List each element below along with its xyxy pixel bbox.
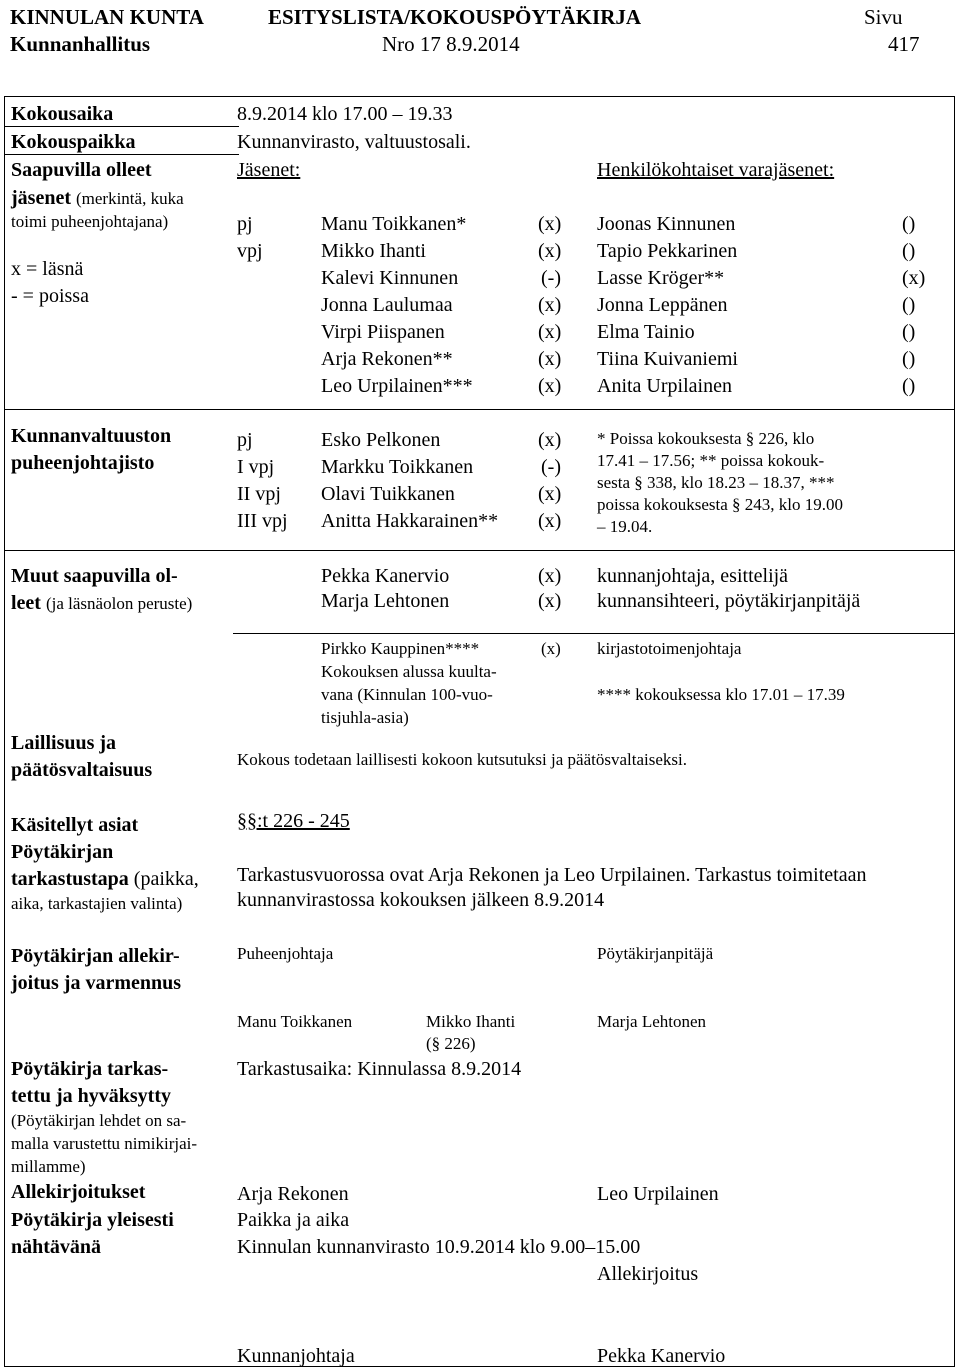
presidency-attendance-mark: (x) xyxy=(538,510,562,532)
deputy-attendance-mark: () xyxy=(902,240,916,262)
extra-attendee-role: kirjastotoimenjohtaja xyxy=(597,639,742,658)
deputy-attendance-mark: (x) xyxy=(902,267,926,289)
absence-note: sesta § 338, klo 18.23 – 18.37, *** xyxy=(597,473,835,492)
signatory-name: Arja Rekonen xyxy=(237,1183,349,1205)
other-attendance-mark: (x) xyxy=(538,590,562,612)
presidency-name: Markku Toikkanen xyxy=(321,456,474,478)
deputy-attendance-mark: () xyxy=(902,294,916,316)
absence-note: 17.41 – 17.56; ** poissa kokouk- xyxy=(597,451,825,470)
checked-label-line3: (Pöytäkirjan lehdet on sa- xyxy=(11,1111,187,1130)
inspection-label-line2: tarkastustapa (paikka, xyxy=(11,868,199,890)
attendance-label-line3: toimi puheenjohtajana) xyxy=(11,212,169,231)
meeting-time-label: Kokousaika xyxy=(11,103,114,125)
municipality-name: KINNULAN KUNTA xyxy=(10,5,204,29)
public-display-label-line2: nähtävänä xyxy=(11,1236,102,1258)
presidency-attendance-mark: (x) xyxy=(538,483,562,505)
checked-label-line4: malla varustettu nimikirjai- xyxy=(11,1134,198,1153)
deputy-attendance-mark: () xyxy=(902,375,916,397)
checked-label-line2: tettu ja hyväksytty xyxy=(11,1085,171,1107)
inspection-time: Tarkastusaika: Kinnulassa 8.9.2014 xyxy=(237,1058,522,1080)
presidency-name: Anitta Hakkarainen** xyxy=(321,510,499,532)
checked-label: Pöytäkirja tarkas- xyxy=(11,1058,169,1080)
secretary-name: Marja Lehtonen xyxy=(597,1012,707,1031)
public-place-value: Kinnulan kunnanvirasto 10.9.2014 klo 9.00–15.00 xyxy=(237,1236,641,1258)
vice-chair-name: Mikko Ihanti xyxy=(426,1012,516,1031)
member-name: Manu Toikkanen* xyxy=(321,213,467,235)
deputy-name: Elma Tainio xyxy=(597,321,695,343)
inspection-label: Pöytäkirjan xyxy=(11,841,114,863)
meeting-place-value: Kunnanvirasto, valtuustosali. xyxy=(237,131,471,153)
other-attendee-role: kunnanjohtaja, esittelijä xyxy=(597,565,789,587)
member-role: pj xyxy=(237,213,253,235)
member-attendance-mark: (-) xyxy=(541,267,561,289)
deputy-attendance-mark: () xyxy=(902,321,916,343)
protocol-frame xyxy=(4,96,955,1367)
governing-body: Kunnanhallitus xyxy=(10,32,151,56)
divider-line xyxy=(233,633,955,634)
deputy-name: Tapio Pekkarinen xyxy=(597,240,738,262)
deputy-name: Joonas Kinnunen xyxy=(597,213,736,235)
legend-present: x = läsnä xyxy=(11,258,84,280)
deputies-header: Henkilökohtaiset varajäsenet: xyxy=(597,159,835,181)
inspection-text-line2: kunnanvirastossa kokouksen jälkeen 8.9.2014 xyxy=(237,889,605,911)
public-signer-title: Kunnanjohtaja xyxy=(237,1345,355,1367)
presidency-label-line2: puheenjohtajisto xyxy=(11,452,155,474)
presidency-role: I vpj xyxy=(237,456,275,478)
signatory-name: Leo Urpilainen xyxy=(597,1183,719,1205)
extra-attendee-reason: vana (Kinnulan 100-vuo- xyxy=(321,685,493,704)
member-attendance-mark: (x) xyxy=(538,294,562,316)
deputy-name: Anita Urpilainen xyxy=(597,375,732,397)
extra-attendee-reason: tisjuhla-asia) xyxy=(321,708,409,727)
legality-label: Laillisuus ja xyxy=(11,732,117,754)
member-name: Mikko Ihanti xyxy=(321,240,426,262)
presidency-role: pj xyxy=(237,429,253,451)
attendance-label: Saapuvilla olleet xyxy=(11,159,152,181)
chair-name: Manu Toikkanen xyxy=(237,1012,353,1031)
handled-items-value: §§:t 226 - 245 xyxy=(237,810,350,832)
attendance-label-line2: jäsenet (merkintä, kuka xyxy=(11,187,184,209)
checked-label-line5: millamme) xyxy=(11,1157,86,1176)
public-place-label: Paikka ja aika xyxy=(237,1209,350,1231)
presidency-attendance-mark: (-) xyxy=(541,456,561,478)
public-display-label: Pöytäkirja yleisesti xyxy=(11,1209,174,1231)
member-attendance-mark: (x) xyxy=(538,240,562,262)
document-type: ESITYSLISTA/KOKOUSPÖYTÄKIRJA xyxy=(268,5,642,29)
deputy-name: Lasse Kröger** xyxy=(597,267,725,289)
divider-line xyxy=(4,550,955,551)
inspection-label-line3: aika, tarkastajien valinta) xyxy=(11,894,183,913)
inspection-text: Tarkastusvuorossa ovat Arja Rekonen ja Leo Urpilainen. Tarkastus toimitetaan xyxy=(237,864,867,886)
others-label-line2: leet (ja läsnäolon peruste) xyxy=(11,592,193,614)
presidency-name: Olavi Tuikkanen xyxy=(321,483,455,505)
member-attendance-mark: (x) xyxy=(538,375,562,397)
deputy-attendance-mark: () xyxy=(902,348,916,370)
absence-note: – 19.04. xyxy=(597,517,653,536)
signing-label-line2: joitus ja varmennus xyxy=(11,972,182,994)
page-label: Sivu xyxy=(864,5,903,29)
member-name: Leo Urpilainen*** xyxy=(321,375,473,397)
extra-attendee-name: Pirkko Kauppinen**** xyxy=(321,639,480,658)
presidency-role: II vpj xyxy=(237,483,281,505)
members-header: Jäsenet: xyxy=(237,159,301,181)
deputy-attendance-mark: () xyxy=(902,213,916,235)
presidency-attendance-mark: (x) xyxy=(538,429,562,451)
meeting-number: Nro 17 8.9.2014 xyxy=(382,32,520,56)
other-attendee-name: Marja Lehtonen xyxy=(321,590,450,612)
member-name: Kalevi Kinnunen xyxy=(321,267,459,289)
other-attendee-role: kunnansihteeri, pöytäkirjanpitäjä xyxy=(597,590,861,612)
signing-label: Pöytäkirjan allekir- xyxy=(11,945,180,967)
member-attendance-mark: (x) xyxy=(538,213,562,235)
extra-attendee-note: **** kokouksessa klo 17.01 – 17.39 xyxy=(597,685,845,704)
divider-line xyxy=(4,409,955,410)
legend-absent: - = poissa xyxy=(11,285,89,307)
presidency-role: III vpj xyxy=(237,510,288,532)
legality-label-line2: päätösvaltaisuus xyxy=(11,759,153,781)
others-label: Muut saapuvilla ol- xyxy=(11,565,178,587)
absence-note: * Poissa kokouksesta § 226, klo xyxy=(597,429,815,448)
member-role: vpj xyxy=(237,240,263,262)
member-attendance-mark: (x) xyxy=(538,321,562,343)
other-attendance-mark: (x) xyxy=(538,565,562,587)
meeting-place-label: Kokouspaikka xyxy=(11,131,136,153)
chair-title: Puheenjohtaja xyxy=(237,944,334,963)
legality-statement: Kokous todetaan laillisesti kokoon kutsutuksi ja päätösvaltaiseksi. xyxy=(237,750,687,769)
page-number: 417 xyxy=(888,32,920,56)
member-name: Arja Rekonen** xyxy=(321,348,453,370)
deputy-name: Tiina Kuivaniemi xyxy=(597,348,738,370)
handled-items-label: Käsitellyt asiat xyxy=(11,814,139,836)
extra-attendance-mark: (x) xyxy=(541,639,561,658)
public-signature-label: Allekirjoitus xyxy=(597,1263,699,1285)
presidency-name: Esko Pelkonen xyxy=(321,429,441,451)
member-name: Jonna Laulumaa xyxy=(321,294,453,316)
meeting-time-value: 8.9.2014 klo 17.00 – 19.33 xyxy=(237,103,453,125)
member-name: Virpi Piispanen xyxy=(321,321,445,343)
presidency-label: Kunnanvaltuuston xyxy=(11,425,172,447)
other-attendee-name: Pekka Kanervio xyxy=(321,565,450,587)
vice-chair-note: (§ 226) xyxy=(426,1034,476,1053)
member-attendance-mark: (x) xyxy=(538,348,562,370)
secretary-title: Pöytäkirjanpitäjä xyxy=(597,944,714,963)
extra-attendee-reason: Kokouksen alussa kuulta- xyxy=(321,662,497,681)
public-signer-name: Pekka Kanervio xyxy=(597,1345,726,1367)
signatures-label: Allekirjoitukset xyxy=(11,1181,146,1203)
deputy-name: Jonna Leppänen xyxy=(597,294,728,316)
absence-note: poissa kokouksesta § 243, klo 19.00 xyxy=(597,495,844,514)
